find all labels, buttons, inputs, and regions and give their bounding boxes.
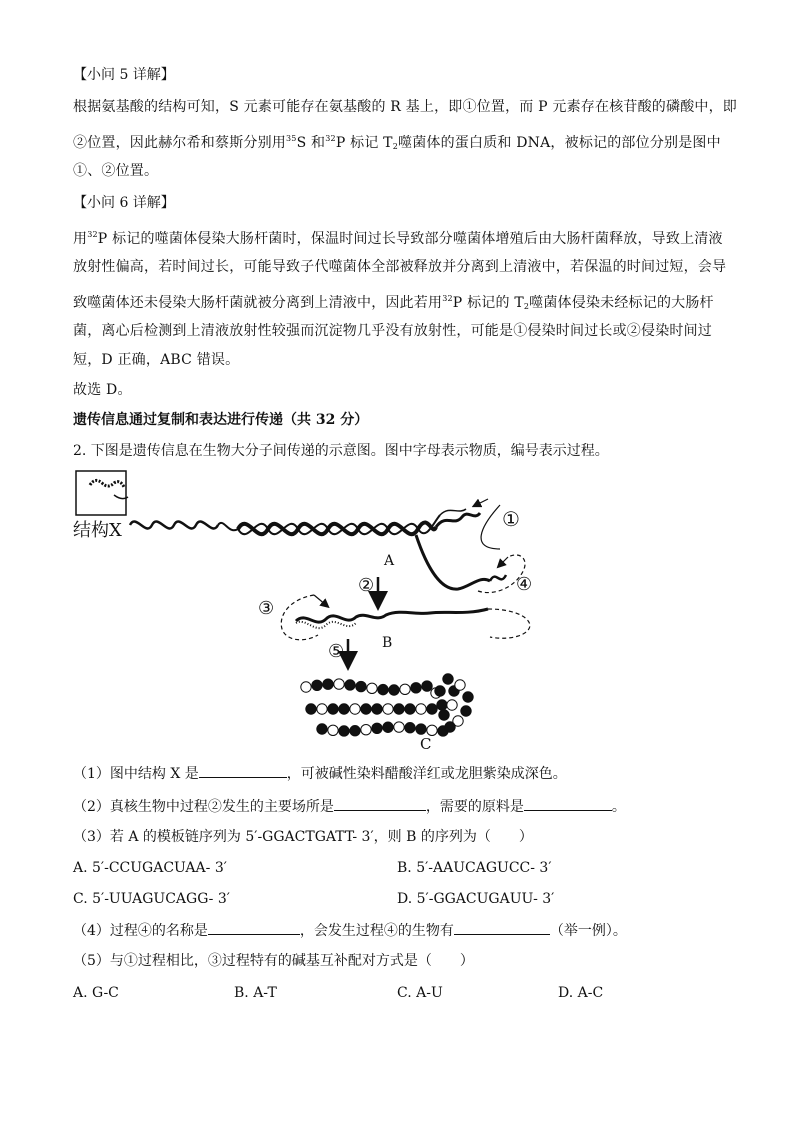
- amino-acid-bead: [435, 686, 445, 696]
- amino-acid-bead: [350, 704, 360, 714]
- q4-answer-blank-2[interactable]: [454, 920, 550, 935]
- genetic-information-diagram: [70, 465, 550, 755]
- amino-acid-bead: [447, 700, 457, 710]
- amino-acid-bead: [394, 704, 404, 714]
- amino-acid-bead: [345, 680, 355, 690]
- amino-acid-bead: [323, 679, 333, 689]
- amino-acid-bead: [339, 726, 349, 736]
- amino-acid-bead: [317, 704, 327, 714]
- amino-acid-bead: [427, 704, 437, 714]
- section6-line-3: [73, 289, 714, 317]
- question-4: [73, 920, 627, 941]
- question-stem: 2. 下图是遗传信息在生物大分子间传递的示意图。图中字母表示物质，编号表示过程。: [73, 443, 609, 459]
- process-4-arrow: [500, 557, 508, 565]
- label-process-3: ③: [258, 598, 275, 619]
- amino-acid-bead: [383, 722, 393, 732]
- superscript: 32: [325, 134, 336, 143]
- text-run: ②位置，因此赫尔希和蔡斯分别用: [73, 135, 286, 151]
- subscript: 2: [523, 302, 530, 311]
- q5-option-c[interactable]: C. A-U: [397, 985, 443, 1001]
- question-2: [73, 796, 626, 817]
- q2-answer-blank-2[interactable]: [524, 796, 612, 811]
- q1-answer-blank[interactable]: [199, 763, 287, 778]
- q5-option-a[interactable]: A. G-C: [73, 985, 119, 1001]
- amino-acid-bead: [389, 685, 399, 695]
- process-3-arrow: [314, 595, 326, 605]
- q5-option-b[interactable]: B. A-T: [234, 985, 277, 1001]
- amino-acid-bead: [367, 683, 377, 693]
- amino-acid-bead: [317, 724, 327, 734]
- section5-line-1: 根据氨基酸的结构可知，S 元素可能存在氨基酸的 R 基上，即①位置，而 P 元素存在核苷酸的磷酸中，即: [73, 99, 737, 115]
- label-process-4: ④: [516, 574, 533, 595]
- chromatin-coil: [130, 522, 218, 529]
- reverse-transcription-strand: [490, 575, 506, 581]
- diagram-svg: [70, 465, 550, 755]
- process-1-arrow: [476, 499, 488, 505]
- amino-acid-bead: [328, 725, 338, 735]
- label-c: C: [420, 735, 432, 753]
- amino-acid-bead: [405, 723, 415, 733]
- amino-acid-bead: [455, 680, 465, 690]
- amino-acid-bead: [312, 680, 322, 690]
- text-run: 致噬菌体还未侵染大肠杆菌就被分离到上清液中，因此若用: [73, 295, 443, 311]
- mrna-strand: [296, 609, 488, 622]
- chromosome-coil: [90, 480, 124, 487]
- q3-option-a[interactable]: A. 5′-CCUGACUAA- 3′: [73, 860, 227, 876]
- amino-acid-bead: [422, 681, 432, 691]
- amino-acid-bead: [372, 704, 382, 714]
- amino-acid-bead: [405, 704, 415, 714]
- chromatin-loop: [218, 523, 238, 530]
- text-run: 噬菌体的蛋白质和 DNA，被标记的部位分别是图中: [398, 135, 721, 151]
- amino-acid-bead: [301, 682, 311, 692]
- superscript: 32: [442, 294, 453, 303]
- amino-acid-bead: [361, 724, 371, 734]
- replication-strand: [436, 513, 480, 527]
- section6-line-5: 短，D 正确，ABC 错误。: [73, 352, 240, 368]
- amino-acid-bead: [383, 704, 393, 714]
- q3-option-b[interactable]: B. 5′-AAUCAGUCC- 3′: [397, 860, 552, 876]
- structure-x-box: [76, 471, 126, 515]
- text-run: P 标记 T: [335, 135, 393, 151]
- replication-strand-2: [440, 509, 466, 515]
- rna-branch: [416, 535, 490, 589]
- q5-option-d[interactable]: D. A-C: [558, 985, 604, 1001]
- section5-line-2: [73, 129, 721, 157]
- q4-text-a: （4）过程④的名称是: [73, 923, 208, 939]
- amino-acid-bead: [334, 679, 344, 689]
- amino-acid-bead: [400, 684, 410, 694]
- section6-heading: 【小问 6 详解】: [73, 195, 175, 211]
- amino-acid-bead: [439, 710, 449, 720]
- label-b: B: [382, 635, 393, 651]
- superscript: 32: [87, 230, 98, 239]
- amino-acid-bead: [356, 681, 366, 691]
- q2-answer-blank-1[interactable]: [334, 796, 426, 811]
- text-run: S 和: [296, 135, 326, 151]
- process-3-arc-right: [488, 609, 530, 638]
- superscript: 35: [286, 134, 297, 143]
- q3-option-c[interactable]: C. 5′-UUAGUCAGG- 3′: [73, 891, 230, 907]
- question-1: [73, 763, 567, 784]
- text-run: P 标记的噬菌体侵染大肠杆菌时，保温时间过长导致部分噬菌体增殖后由大肠杆菌释放，导致上清液: [97, 231, 723, 247]
- question-5: （5）与①过程相比，③过程特有的碱基互补配对方式是（ ）: [73, 953, 474, 969]
- section6-line-1: [73, 225, 723, 249]
- section6-line-4: 菌，离心后检测到上清液放射性较强而沉淀物几乎没有放射性，可能是①侵染时间过长或②侵染时间过: [73, 323, 712, 339]
- q1-text-b: ，可被碱性染料醋酸洋红或龙胆紫染成深色。: [286, 766, 567, 782]
- amino-acid-bead: [463, 692, 473, 702]
- mrna-teeth: [296, 622, 356, 628]
- amino-acid-bead: [461, 706, 471, 716]
- q2-text-c: 。: [611, 799, 626, 815]
- question-3: （3）若 A 的模板链序列为 5′-GGACTGATT- 3′，则 B 的序列为（ ）: [73, 829, 533, 845]
- process-1-arc: [481, 505, 500, 549]
- label-process-1: ①: [502, 507, 520, 531]
- protein-chain: [301, 674, 473, 736]
- amino-acid-bead: [437, 700, 447, 710]
- amino-acid-bead: [411, 683, 421, 693]
- amino-acid-bead: [443, 674, 453, 684]
- section6-line-6: 故选 D。: [73, 382, 132, 398]
- q4-answer-blank-1[interactable]: [208, 920, 300, 935]
- amino-acid-bead: [427, 725, 437, 735]
- q1-text-a: （1）图中结构 X 是: [73, 766, 199, 782]
- structure-x-label: 结构X: [73, 520, 122, 541]
- amino-acid-bead: [328, 704, 338, 714]
- amino-acid-bead: [378, 684, 388, 694]
- q4-text-b: ，会发生过程④的生物有: [299, 923, 454, 939]
- amino-acid-bead: [350, 726, 360, 736]
- q4-text-c: （举一例）。: [549, 923, 627, 939]
- label-a: A: [384, 553, 395, 569]
- amino-acid-bead: [339, 704, 349, 714]
- text-run: 噬菌体侵染未经标记的大肠杆: [529, 295, 714, 311]
- q2-text-a: （2）真核生物中过程②发生的主要场所是: [73, 799, 334, 815]
- section-title: 遗传信息通过复制和表达进行传递（共 32 分）: [73, 412, 369, 428]
- amino-acid-bead: [416, 704, 426, 714]
- amino-acid-bead: [372, 723, 382, 733]
- label-process-2: ②: [358, 575, 375, 596]
- section5-line-3: ①、②位置。: [73, 163, 159, 179]
- subscript: 2: [392, 142, 398, 151]
- amino-acid-bead: [394, 722, 404, 732]
- amino-acid-bead: [416, 724, 426, 734]
- q3-option-d[interactable]: D. 5′-GGACUGAUU- 3′: [397, 891, 555, 907]
- label-process-5: ⑤: [328, 641, 345, 662]
- amino-acid-bead: [445, 722, 455, 732]
- q2-text-b: ，需要的原料是: [425, 799, 524, 815]
- amino-acid-bead: [306, 704, 316, 714]
- section5-heading: 【小问 5 详解】: [73, 67, 175, 83]
- amino-acid-bead: [361, 704, 371, 714]
- text-run: 用: [73, 231, 88, 247]
- text-run: P 标记的 T: [452, 295, 524, 311]
- section6-line-2: 放射性偏高，若时间过长，可能导致子代噬菌体全部被释放并分离到上清液中，若保温的时间过短，会导: [73, 259, 727, 275]
